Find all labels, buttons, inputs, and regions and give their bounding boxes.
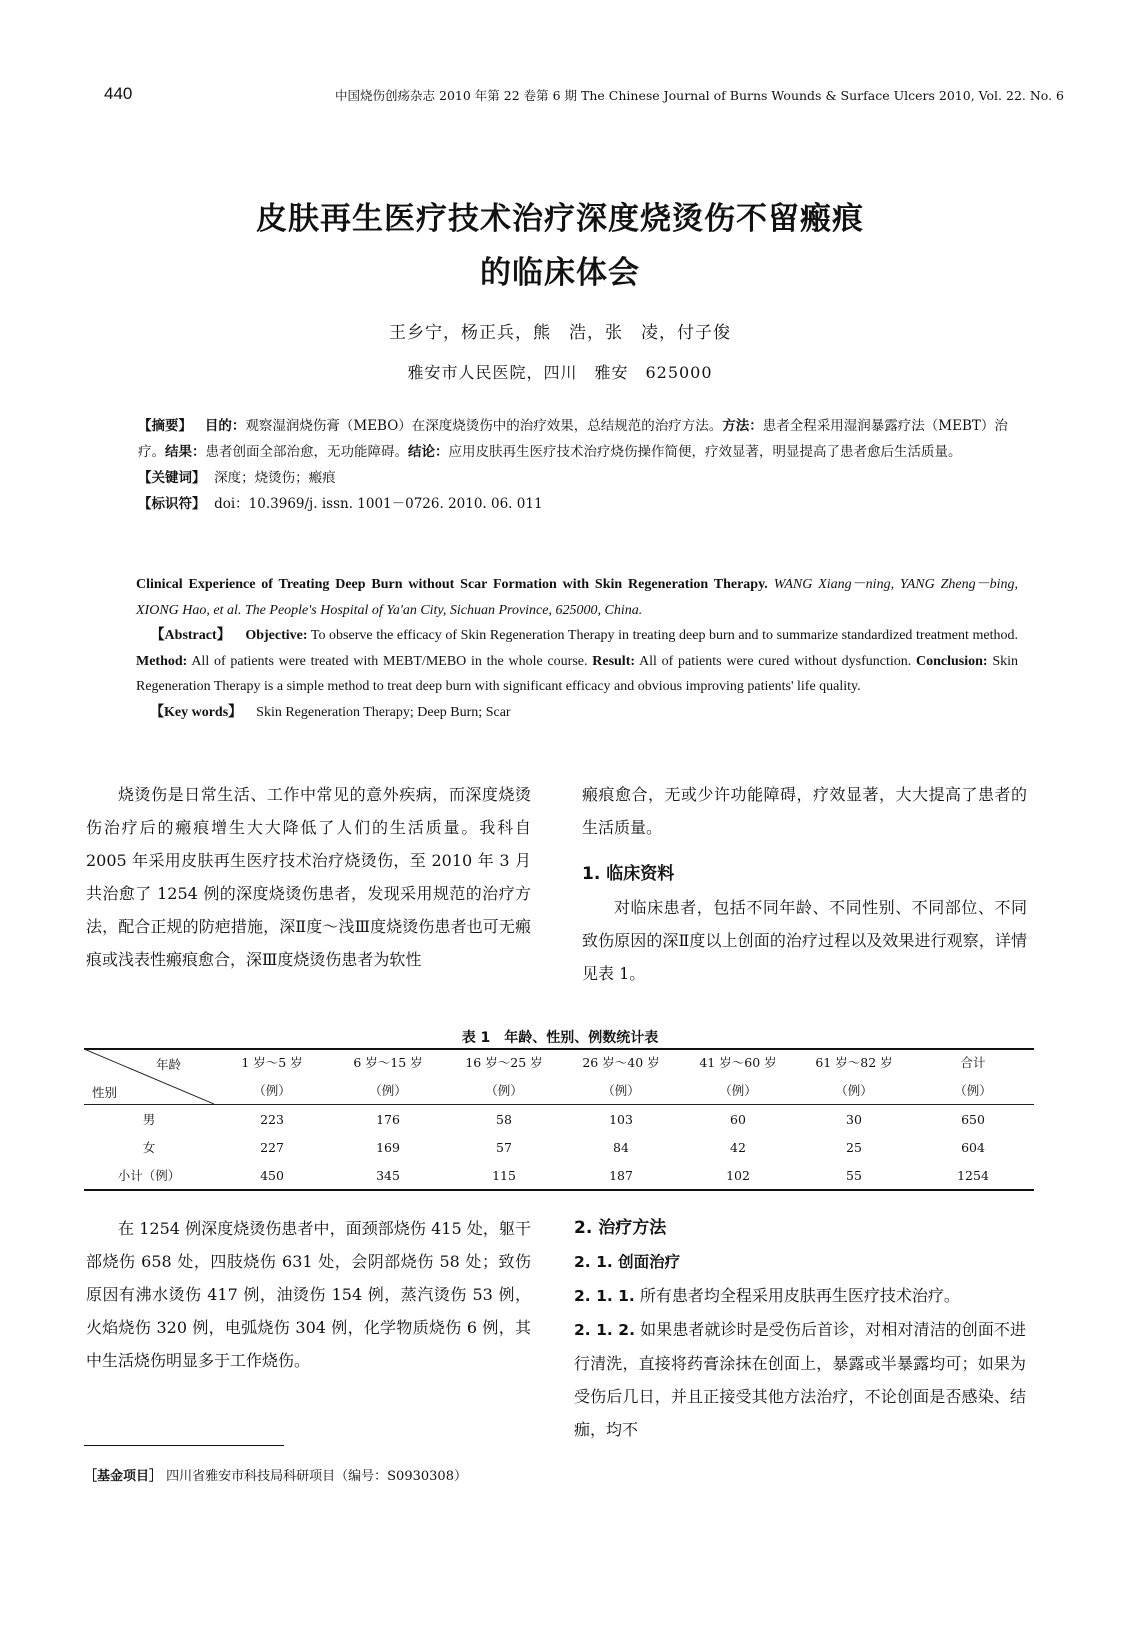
footnote-label: ［基金项目］ <box>84 1469 163 1484</box>
table-row <box>84 1161 1034 1190</box>
table-cell: 450 <box>214 1161 330 1190</box>
table-cell: 60 <box>730 1111 746 1127</box>
col-unit: （例） <box>680 1076 796 1105</box>
table-cell: 25 <box>846 1139 862 1155</box>
table-cell: 84 <box>613 1139 629 1155</box>
table-cell: 55 <box>796 1161 912 1190</box>
col-unit: （例） <box>796 1076 912 1105</box>
col-header: 26 岁～40 岁 <box>582 1055 660 1070</box>
body-right-lower <box>574 1212 1026 1446</box>
table-corner-cell <box>84 1076 214 1105</box>
article-title <box>120 192 1000 300</box>
en-authors: WANG Xiang－ning, YANG Zheng－bing, XIONG Hao, et al. <box>136 577 1018 618</box>
cn-method: 患者全程采用湿润暴露疗法（MEBT）治疗。 <box>138 418 1008 460</box>
table-cell: 227 <box>260 1139 284 1155</box>
cn-objective: 观察湿润烧伤膏（MEBO）在深度烧烫伤中的治疗效果，总结规范的治疗方法。 <box>245 418 723 434</box>
cn-keywords-text: 深度；烧烫伤；瘢痕 <box>214 470 336 486</box>
table-cell: 176 <box>376 1111 400 1127</box>
table-cell: 58 <box>496 1111 512 1127</box>
section-1-text: 对临床患者，包括不同年龄、不同性别、不同部位、不同致伤原因的深Ⅱ度以上创面的治疗过程以及效果进行观察，详情见表 1。 <box>582 898 1027 983</box>
body-right-upper <box>582 778 1027 990</box>
row-label: 小计（例） <box>84 1161 214 1190</box>
cn-conclusion: 应用皮肤再生医疗技术治疗烧伤操作简便，疗效显著，明显提高了患者愈后生活质量。 <box>448 444 962 460</box>
row-label: 女 <box>142 1140 156 1155</box>
table-cell: 103 <box>609 1111 633 1127</box>
en-keywords-label: 【Key words】 <box>150 704 243 720</box>
cn-identifier <box>138 491 1018 517</box>
en-affiliation: The People's Hospital of Ya'an City, Sichuan Province, 625000, China. <box>244 602 643 618</box>
col-header: 合计 <box>960 1055 986 1070</box>
col-header: 6 岁～15 岁 <box>353 1055 423 1070</box>
en-title-line <box>136 572 1018 623</box>
age-sex-table <box>84 1048 1034 1191</box>
table-cell: 223 <box>260 1111 284 1127</box>
table-header-row <box>84 1048 1034 1076</box>
table-cell: 1254 <box>912 1161 1034 1190</box>
table-row <box>84 1105 1034 1134</box>
body-left-upper <box>86 778 531 976</box>
english-abstract <box>136 572 1018 725</box>
cn-conclusion-label: 结论： <box>408 444 449 460</box>
running-head: 中国烧伤创疡杂志 2010 年第 22 卷第 6 期 The Chinese Journal of Burns Wounds & Surface Ulcers 2010, Vol. 22. No. 6 <box>335 88 1064 103</box>
col-header: 41 岁～60 岁 <box>699 1055 777 1070</box>
table-cell: 115 <box>446 1161 562 1190</box>
table-unit-row <box>84 1076 1034 1105</box>
table-corner-age: 年龄 <box>156 1057 182 1072</box>
en-keywords <box>136 700 1018 726</box>
footnote-rule <box>84 1445 284 1446</box>
section-2-1-2-text: 如果患者就诊时是受伤后首诊，对相对清洁的创面不进行清洗，直接将药膏涂抹在创面上，暴露或半暴露均可；如果为受伤后几日，并且正接受其他方法治疗，不论创面是否感染、结痂，均不 <box>574 1320 1026 1439</box>
table-cell: 30 <box>846 1111 862 1127</box>
cn-abstract-label: 【摘要】 <box>138 418 192 434</box>
col-unit: （例） <box>562 1076 680 1105</box>
en-result: All of patients were cured without dysfunction. <box>639 653 912 669</box>
col-unit: （例） <box>912 1076 1034 1105</box>
col-header: 1 岁～5 岁 <box>241 1055 303 1070</box>
section-2-1-heading: 2. 1. 创面治疗 <box>574 1253 681 1271</box>
intro-paragraph: 烧烫伤是日常生活、工作中常见的意外疾病，而深度烧烫伤治疗后的瘢痕增生大大降低了人们的生活质量。我科自 2005 年采用皮肤再生医疗技术治疗烧烫伤，至 2010 年 3 月共治愈了 1254 例的深度烧烫伤患者，发现采用规范的治疗方法，配合正规的防疤措施，深Ⅱ度～浅Ⅲ度烧烫伤患者也可无瘢痕或浅表性瘢痕愈合，深Ⅲ度烧烫伤患者为软性 <box>86 785 531 969</box>
cn-result-label: 结果： <box>165 444 206 460</box>
footnote-text: 四川省雅安市科技局科研项目（编号：S0930308） <box>166 1469 467 1484</box>
col-unit: （例） <box>446 1076 562 1105</box>
table-cell: 169 <box>376 1139 400 1155</box>
en-keywords-text: Skin Regeneration Therapy; Deep Burn; Scar <box>256 704 511 720</box>
table-corner-cell <box>84 1048 214 1076</box>
intro-continuation: 瘢痕愈合，无或少许功能障碍，疗效显著，大大提高了患者的生活质量。 <box>582 785 1027 837</box>
en-title: Clinical Experience of Treating Deep Burn without Scar Formation with Skin Regeneration Therapy. <box>136 577 768 592</box>
table-cell: 345 <box>330 1161 446 1190</box>
col-header: 16 岁～25 岁 <box>465 1055 543 1070</box>
footnote <box>84 1465 467 1484</box>
cn-keywords <box>138 465 1018 491</box>
cn-objective-label: 目的： <box>204 418 246 434</box>
table-cell: 102 <box>680 1161 796 1190</box>
en-method: All of patients were treated with MEBT/MEBO in the whole course. <box>191 653 588 669</box>
table-cell: 650 <box>961 1111 985 1127</box>
table-corner-sex: 性别 <box>92 1085 118 1100</box>
col-unit: （例） <box>330 1076 446 1105</box>
page-number: 440 <box>104 84 133 103</box>
table-cell: 187 <box>562 1161 680 1190</box>
title-line-2: 的临床体会 <box>480 255 640 291</box>
section-2-1-1-num: 2. 1. 1. <box>574 1287 635 1305</box>
en-result-label: Result: <box>592 653 636 669</box>
en-method-label: Method: <box>136 653 188 669</box>
en-conclusion: Skin Regeneration Therapy is a simple method to treat deep burn with significant efficacy and obvious improving patients' life quality. <box>136 653 1019 694</box>
cn-identifier-text: doi：10.3969/j. issn. 1001－0726. 2010. 06. 011 <box>214 496 543 512</box>
section-1-heading: 1. 临床资料 <box>582 864 675 884</box>
cn-result: 患者创面全部治愈，无功能障碍。 <box>205 444 408 460</box>
cn-abstract-body <box>138 413 1018 465</box>
en-abstract-body <box>136 623 1018 700</box>
table-cell: 604 <box>961 1139 985 1155</box>
table-row <box>84 1133 1034 1161</box>
table-cell: 57 <box>496 1139 512 1155</box>
row-label: 男 <box>142 1112 156 1127</box>
col-header: 61 岁～82 岁 <box>815 1055 893 1070</box>
section-2-1-2 <box>574 1313 1026 1446</box>
section-2-1-1-text: 所有患者均全程采用皮肤再生医疗技术治疗。 <box>639 1286 960 1305</box>
case-statistics-paragraph: 在 1254 例深度烧烫伤患者中，面颈部烧伤 415 处，躯干部烧伤 658 处，四肢烧伤 631 处，会阴部烧伤 58 处；致伤原因有沸水烫伤 417 例，油烫伤 154 例，蒸汽烫伤 53 例，火焰烧伤 320 例，电弧烧伤 304 例，化学物质烧伤 6 例，其中生活烧伤明显多于工作烧伤。 <box>86 1219 531 1370</box>
section-2-heading: 2. 治疗方法 <box>574 1218 667 1238</box>
body-left-lower <box>86 1212 531 1377</box>
cn-identifier-label: 【标识符】 <box>138 496 206 512</box>
cn-keywords-label: 【关键词】 <box>138 470 206 486</box>
en-objective: To observe the efficacy of Skin Regeneration Therapy in treating deep burn and to summarize standardized treatment method. <box>310 628 1018 643</box>
section-2-1-1 <box>574 1279 1026 1313</box>
table-cell: 42 <box>730 1139 746 1155</box>
cn-method-label: 方法： <box>722 418 763 434</box>
en-objective-label: Objective: <box>245 628 308 643</box>
affiliation: 雅安市人民医院，四川 雅安 625000 <box>407 363 713 382</box>
col-unit: （例） <box>214 1076 330 1105</box>
chinese-abstract <box>138 413 1018 517</box>
section-2-1-2-num: 2. 1. 2. <box>574 1321 635 1339</box>
authors: 王乡宁，杨正兵，熊 浩，张 凌，付子俊 <box>389 323 731 343</box>
en-abstract-label: 【Abstract】 <box>150 628 231 643</box>
en-conclusion-label: Conclusion: <box>916 653 988 669</box>
table-caption: 表 1 年龄、性别、例数统计表 <box>461 1030 659 1046</box>
title-line-1: 皮肤再生医疗技术治疗深度烧烫伤不留瘢痕 <box>256 201 864 237</box>
